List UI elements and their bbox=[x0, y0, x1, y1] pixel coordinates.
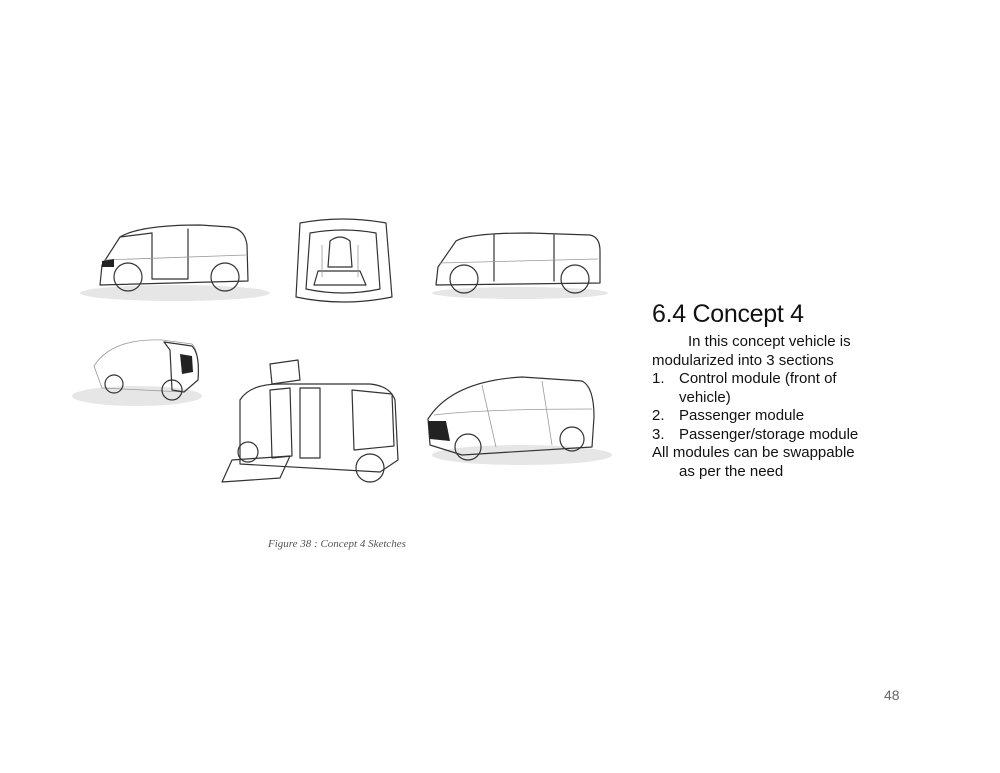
section-heading: 6.4 Concept 4 bbox=[652, 300, 804, 328]
intro-paragraph bbox=[652, 333, 932, 370]
front-three-quarter-sketch bbox=[422, 367, 612, 477]
vehicle-side-view-icon bbox=[80, 215, 270, 305]
side-view-open-sketch bbox=[430, 223, 610, 303]
cabin-seat-module-sketch bbox=[288, 215, 398, 315]
closing-line-1: All modules can be swappable bbox=[652, 444, 855, 461]
concept-sketches-figure bbox=[60, 205, 620, 505]
closing-note bbox=[652, 444, 932, 481]
rear-three-quarter-sketch bbox=[72, 330, 212, 415]
closing-line-2: as per the need bbox=[679, 462, 784, 480]
page-number: 48 bbox=[884, 687, 900, 703]
module-list bbox=[652, 370, 932, 444]
list-number: 2. bbox=[652, 407, 665, 424]
intro-line-1: In this concept vehicle is bbox=[688, 333, 851, 350]
list-text-line-2: vehicle) bbox=[679, 388, 731, 406]
list-number: 3. bbox=[652, 425, 665, 443]
list-item bbox=[652, 426, 932, 445]
vehicle-front-icon bbox=[422, 367, 612, 477]
vehicle-rear-icon bbox=[72, 330, 212, 415]
list-item bbox=[652, 407, 932, 426]
figure-caption: Figure 38 : Concept 4 Sketches bbox=[268, 538, 406, 550]
side-view-sketch bbox=[80, 215, 270, 305]
vehicle-side-view-icon bbox=[430, 223, 610, 303]
concept-description bbox=[652, 300, 932, 481]
intro-line-2: modularized into 3 sections bbox=[652, 351, 834, 369]
list-text-line-1: Control module (front of bbox=[679, 370, 837, 387]
vehicle-open-door-icon bbox=[220, 360, 410, 500]
list-text-line-1: Passenger module bbox=[679, 407, 805, 424]
list-text-line-1: Passenger/storage module bbox=[679, 425, 859, 443]
seat-module-icon bbox=[288, 215, 398, 315]
list-item bbox=[652, 370, 932, 407]
list-number: 1. bbox=[652, 370, 665, 387]
open-door-ramp-sketch bbox=[220, 360, 410, 500]
